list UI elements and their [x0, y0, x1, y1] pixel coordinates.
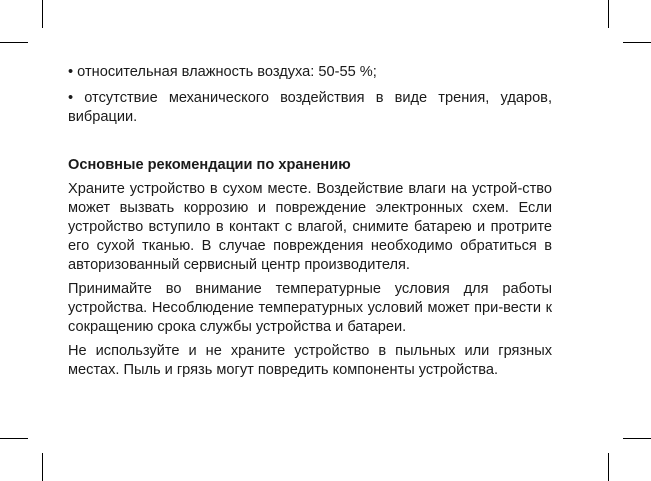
paragraph-dust: Не используйте и не храните устройство в пыльных или грязных местах. Пыль и грязь могут повредить компоненты устройства. [68, 343, 552, 378]
crop-mark-bottom-right-vertical [608, 453, 609, 481]
bullet-text: отсутствие механического воздействия в виде трения, ударов, вибрации. [68, 90, 552, 125]
crop-mark-bottom-right-horizontal [623, 438, 651, 439]
crop-mark-top-left-horizontal [0, 42, 28, 43]
paragraph-moisture: Храните устройство в сухом месте. Воздействие влаги на устрой-ство может вызвать коррозию и повреждение электронных схем. Если устройство вступило в контакт с влагой, снимите батарею и протрите его сухой тканью. В случае повреждения необходимо обратиться в авторизованный сервисный центр производителя. [68, 181, 552, 273]
crop-mark-top-left-vertical [42, 0, 43, 28]
bullet-item-mechanical [68, 89, 552, 127]
document-page [68, 63, 552, 380]
section-heading: Основные рекомендации по хранению [68, 157, 351, 173]
crop-mark-top-right-horizontal [623, 42, 651, 43]
bullet-item-humidity [68, 63, 552, 82]
bullet-text: относительная влажность воздуха: 50-55 %; [77, 64, 377, 80]
bullet-marker: • [68, 64, 74, 80]
bullet-marker: • [68, 90, 74, 106]
crop-mark-bottom-left-horizontal [0, 438, 28, 439]
crop-mark-top-right-vertical [608, 0, 609, 28]
crop-mark-bottom-left-vertical [42, 453, 43, 481]
paragraph-temperature: Принимайте во внимание температурные условия для работы устройства. Несоблюдение температурных условий может при-вести к сокращению срока службы устройства и батареи. [68, 281, 552, 335]
